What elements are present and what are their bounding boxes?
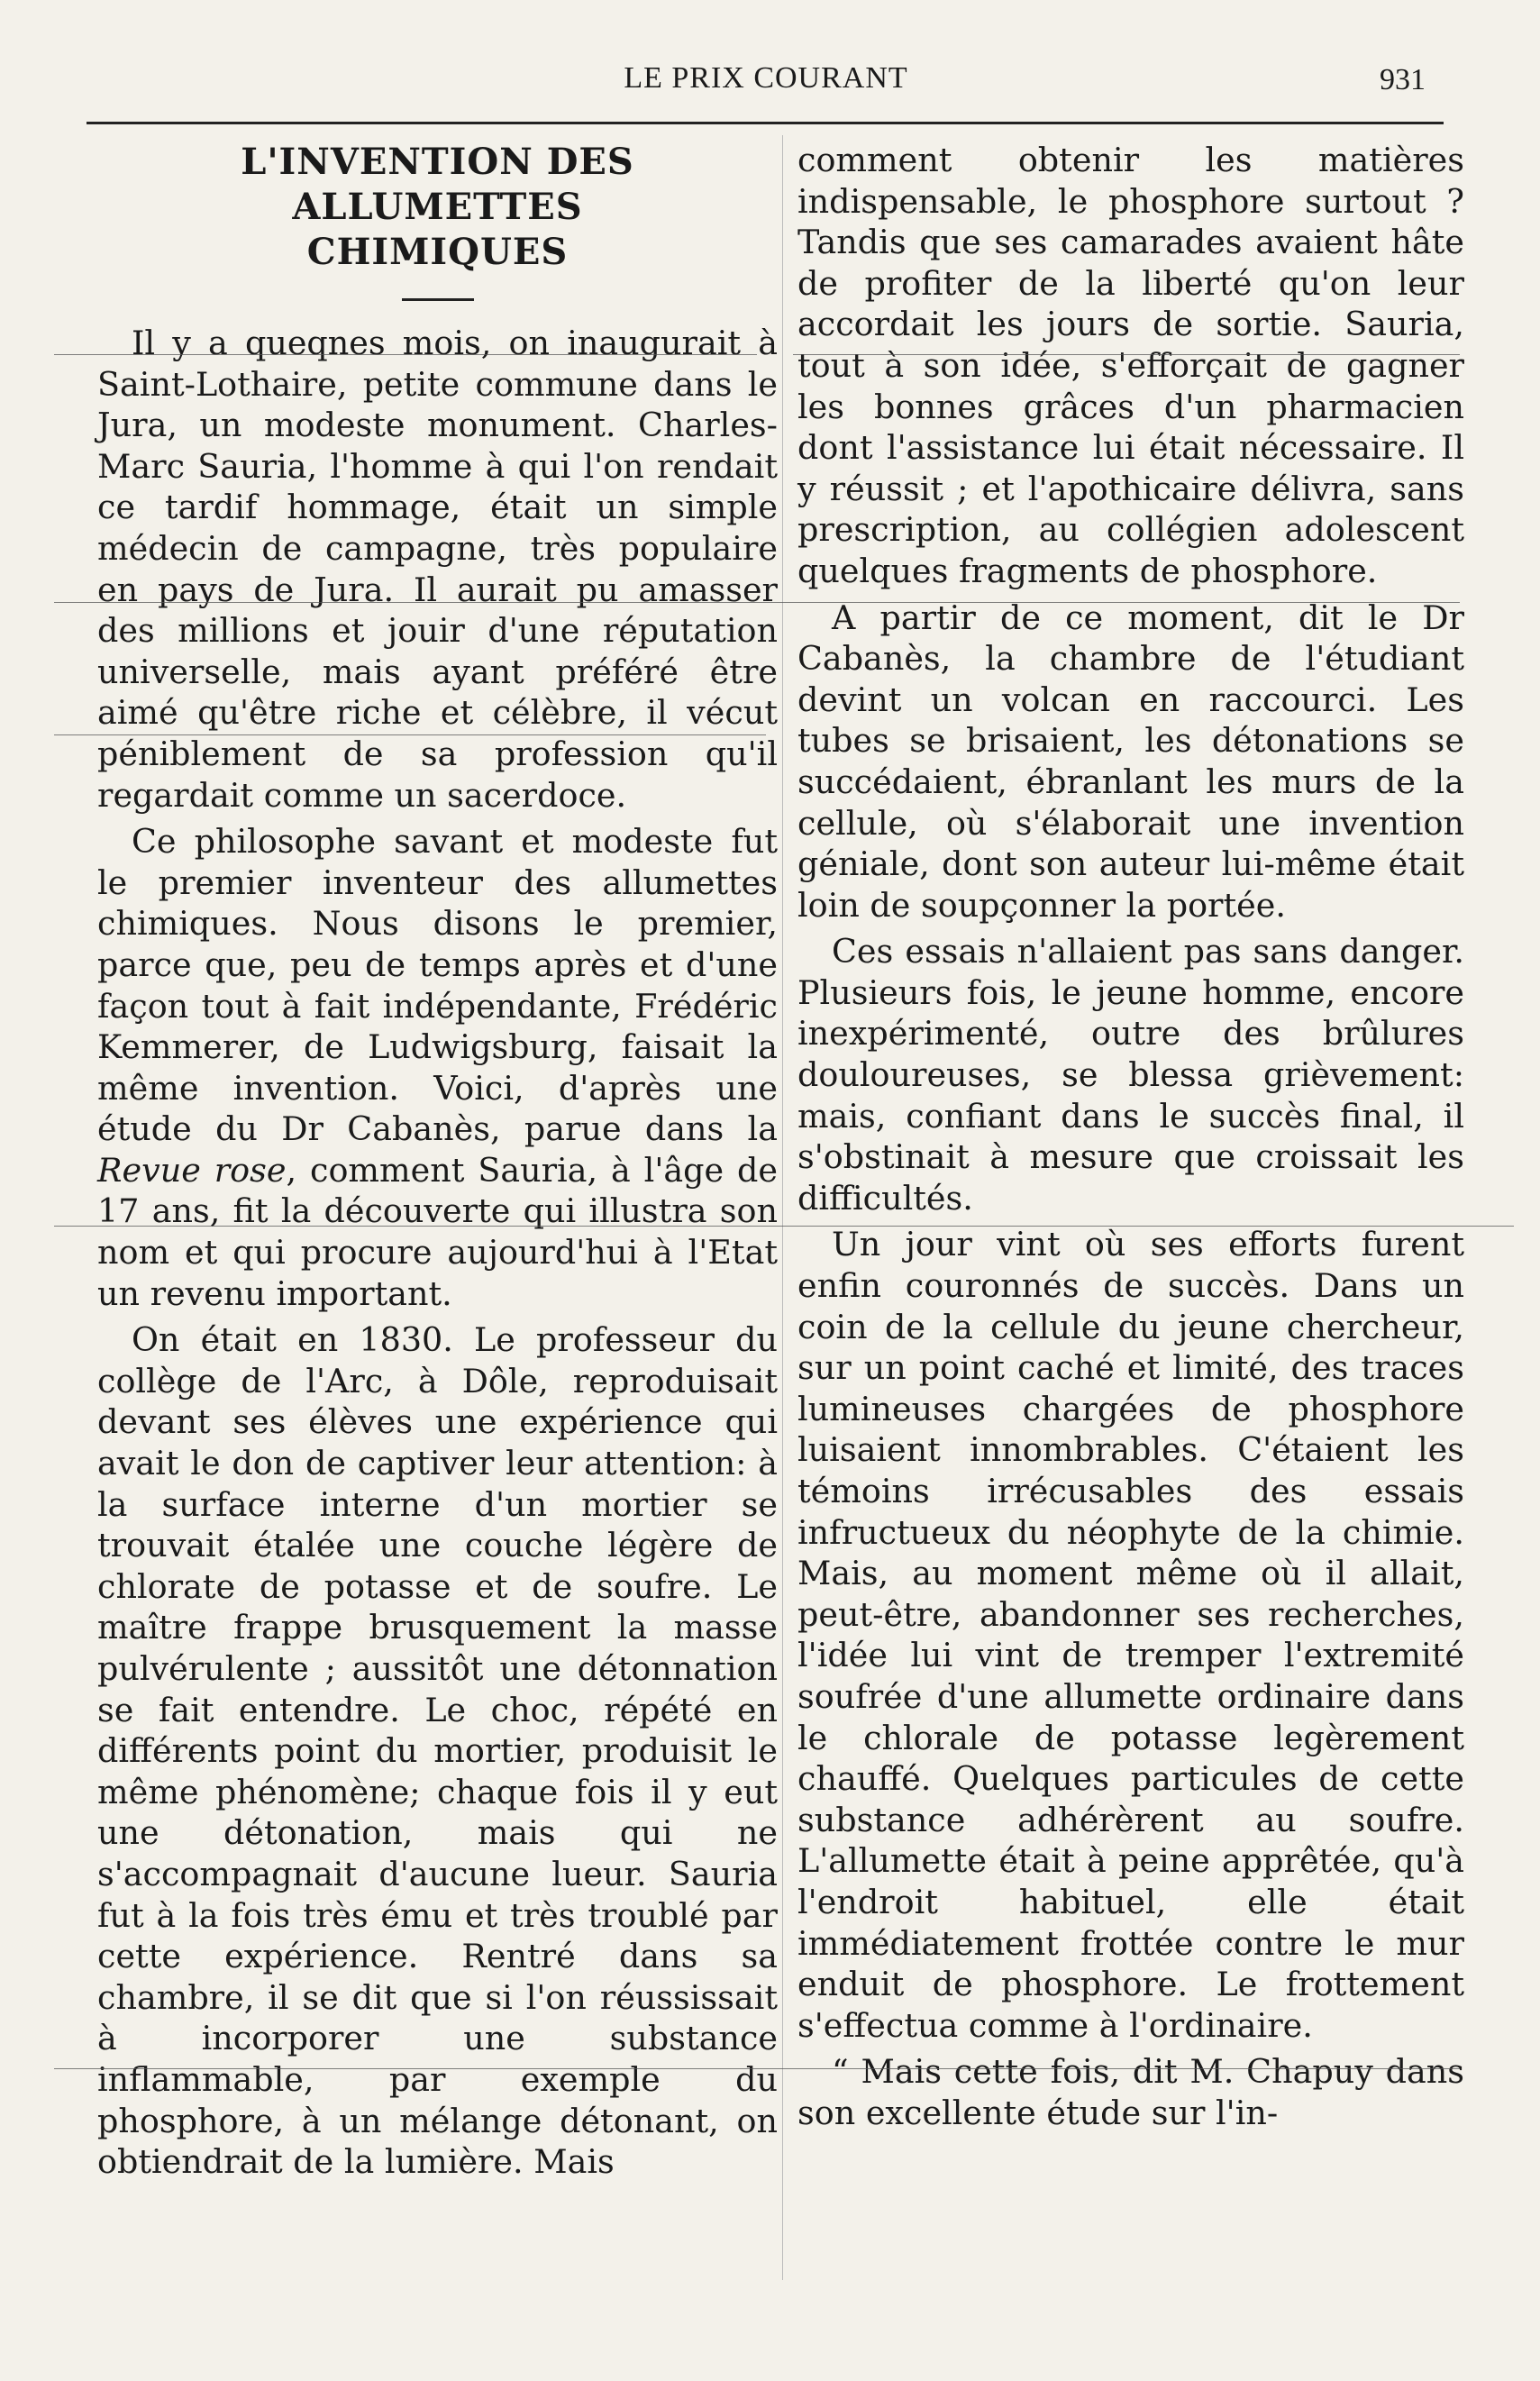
running-head [99,61,1433,106]
paragraph: comment obtenir les matières indispensable, le phosphore surtout ? Tandis que ses camarades avaient hâte de profiter de la liberté qu'on leur accordait les jours de sortie. Sauria, tout à son idée, s'efforçait de gagner les bonnes grâces d'un pharmacien dont l'assistance lui était nécessaire. Il y réussit ; et l'apothicaire délivra, sans prescription, au collégien adolescent quelques fragments de phosphore. [797,141,1464,590]
article-title [97,140,778,275]
scan-artifact-line [54,734,766,735]
scan-artifact-line [54,2068,1460,2069]
column-divider [782,135,783,2280]
left-column [97,140,778,2188]
paragraph: Un jour vint où ses efforts furent enfin couronnés de succès. Dans un coin de la cellule du jeune chercheur, sur un point caché et limité, des traces lumineuses chargées de phosphore luisaient innombrables. C'étaient les témoins irrécusables des essais infructueux du néophyte de la chimie. Mais, au moment même où il allait, peut-être, abandonner ses recherches, l'idée lui vint de tremper l'extremité soufrée d'une allumette ordinaire dans le chlorale de potasse legèrement chauffé. Quelques particules de cette substance adhérèrent au soufre. L'allumette était à peine apprêtée, qu'à l'endroit habituel, elle était immédiatement frottée contre le mur enduit de phosphore. Le frottement s'effectua comme à l'ordinaire. [797,1225,1464,2045]
paragraph: “ Mais cette fois, dit M. Chapuy dans son excellente étude sur l'in- [797,2052,1464,2132]
article-title-line-1: L'INVENTION DES ALLUMETTES [241,141,634,228]
paragraph-text: Ce philosophe savant et modeste fut le premier inventeur des allumettes chimiques. Nous disons le premier, parce que, peu de temps après et d'une façon tout à fait indépendante, Frédéric Kemmerer, de Ludwigsburg, faisait la même invention. Voici, d'après une étude du Dr Cabanès, parue dans la [97,822,778,1149]
revue-rose-title: Revue rose [97,1150,287,1190]
running-title: LE PRIX COURANT [624,61,908,95]
right-column [797,140,1464,2139]
paragraph: On était en 1830. Le professeur du collège de l'Arc, à Dôle, reproduisait devant ses élèves une expérience qui avait le don de captiver leur attention: à la surface interne d'un mortier se trouvait étalée une couche légère de chlorate de potasse et de soufre. Le maître frappe brusquement la masse pulvérulente ; aussitôt une détonnation se fait entendre. Le choc, répété en différents point du mortier, produisit le même phénomène; chaque fois il y eut une détonation, mais qui ne s'accompagnait d'aucune lueur. Sauria fut à la fois très ému et très troublé par cette expérience. Rentré dans sa chambre, il se dit que si l'on réussissait à incorporer une substance inflammable, par exemple du phosphore, à un mélange détonant, on obtiendrait de la lumière. Mais [97,1320,778,2182]
scan-artifact-line [54,1226,1514,1227]
page-number: 931 [1380,63,1426,96]
scan-artifact-line [54,354,757,355]
paragraph [97,821,778,1314]
title-rule [402,298,474,301]
paragraph: Il y a queqnes mois, on inaugurait à Saint-Lothaire, petite commune dans le Jura, un modeste monument. Charles-Marc Sauria, l'homme à qui l'on rendait ce tardif hommage, était un simple médecin de campagne, très populaire en pays de Jura. Il aurait pu amasser des millions et jouir d'une réputation universelle, mais ayant préféré être aimé qu'être riche et célèbre, il vécut péniblement de sa profession qu'il regardait comme un sacerdoce. [97,324,778,815]
paragraph: A partir de ce moment, dit le Dr Cabanès, la chambre de l'étudiant devint un volcan en raccourci. Les tubes se brisaient, les détonations se succédaient, ébranlant les murs de la cellule, où s'élaborait une invention géniale, dont son auteur lui-même était loin de soupçonner la portée. [797,598,1464,925]
scan-artifact-line [793,354,1460,355]
scan-artifact-line [54,602,1460,603]
paragraph: Ces essais n'allaient pas sans danger. Plusieurs fois, le jeune homme, encore inexpérimenté, outre des brûlures douloureuses, se blessa grièvement: mais, confiant dans le succès final, il s'obstinait à mesure que croissait les difficultés. [797,932,1464,1218]
header-rule [87,122,1444,124]
paragraph-text-continued: , comment Sauria, à l'âge de 17 ans, fit la découverte qui illustra son nom et qui procure aujourd'hui à l'Etat un revenu important. [97,1150,778,1313]
article-title-line-2: CHIMIQUES [306,231,569,273]
